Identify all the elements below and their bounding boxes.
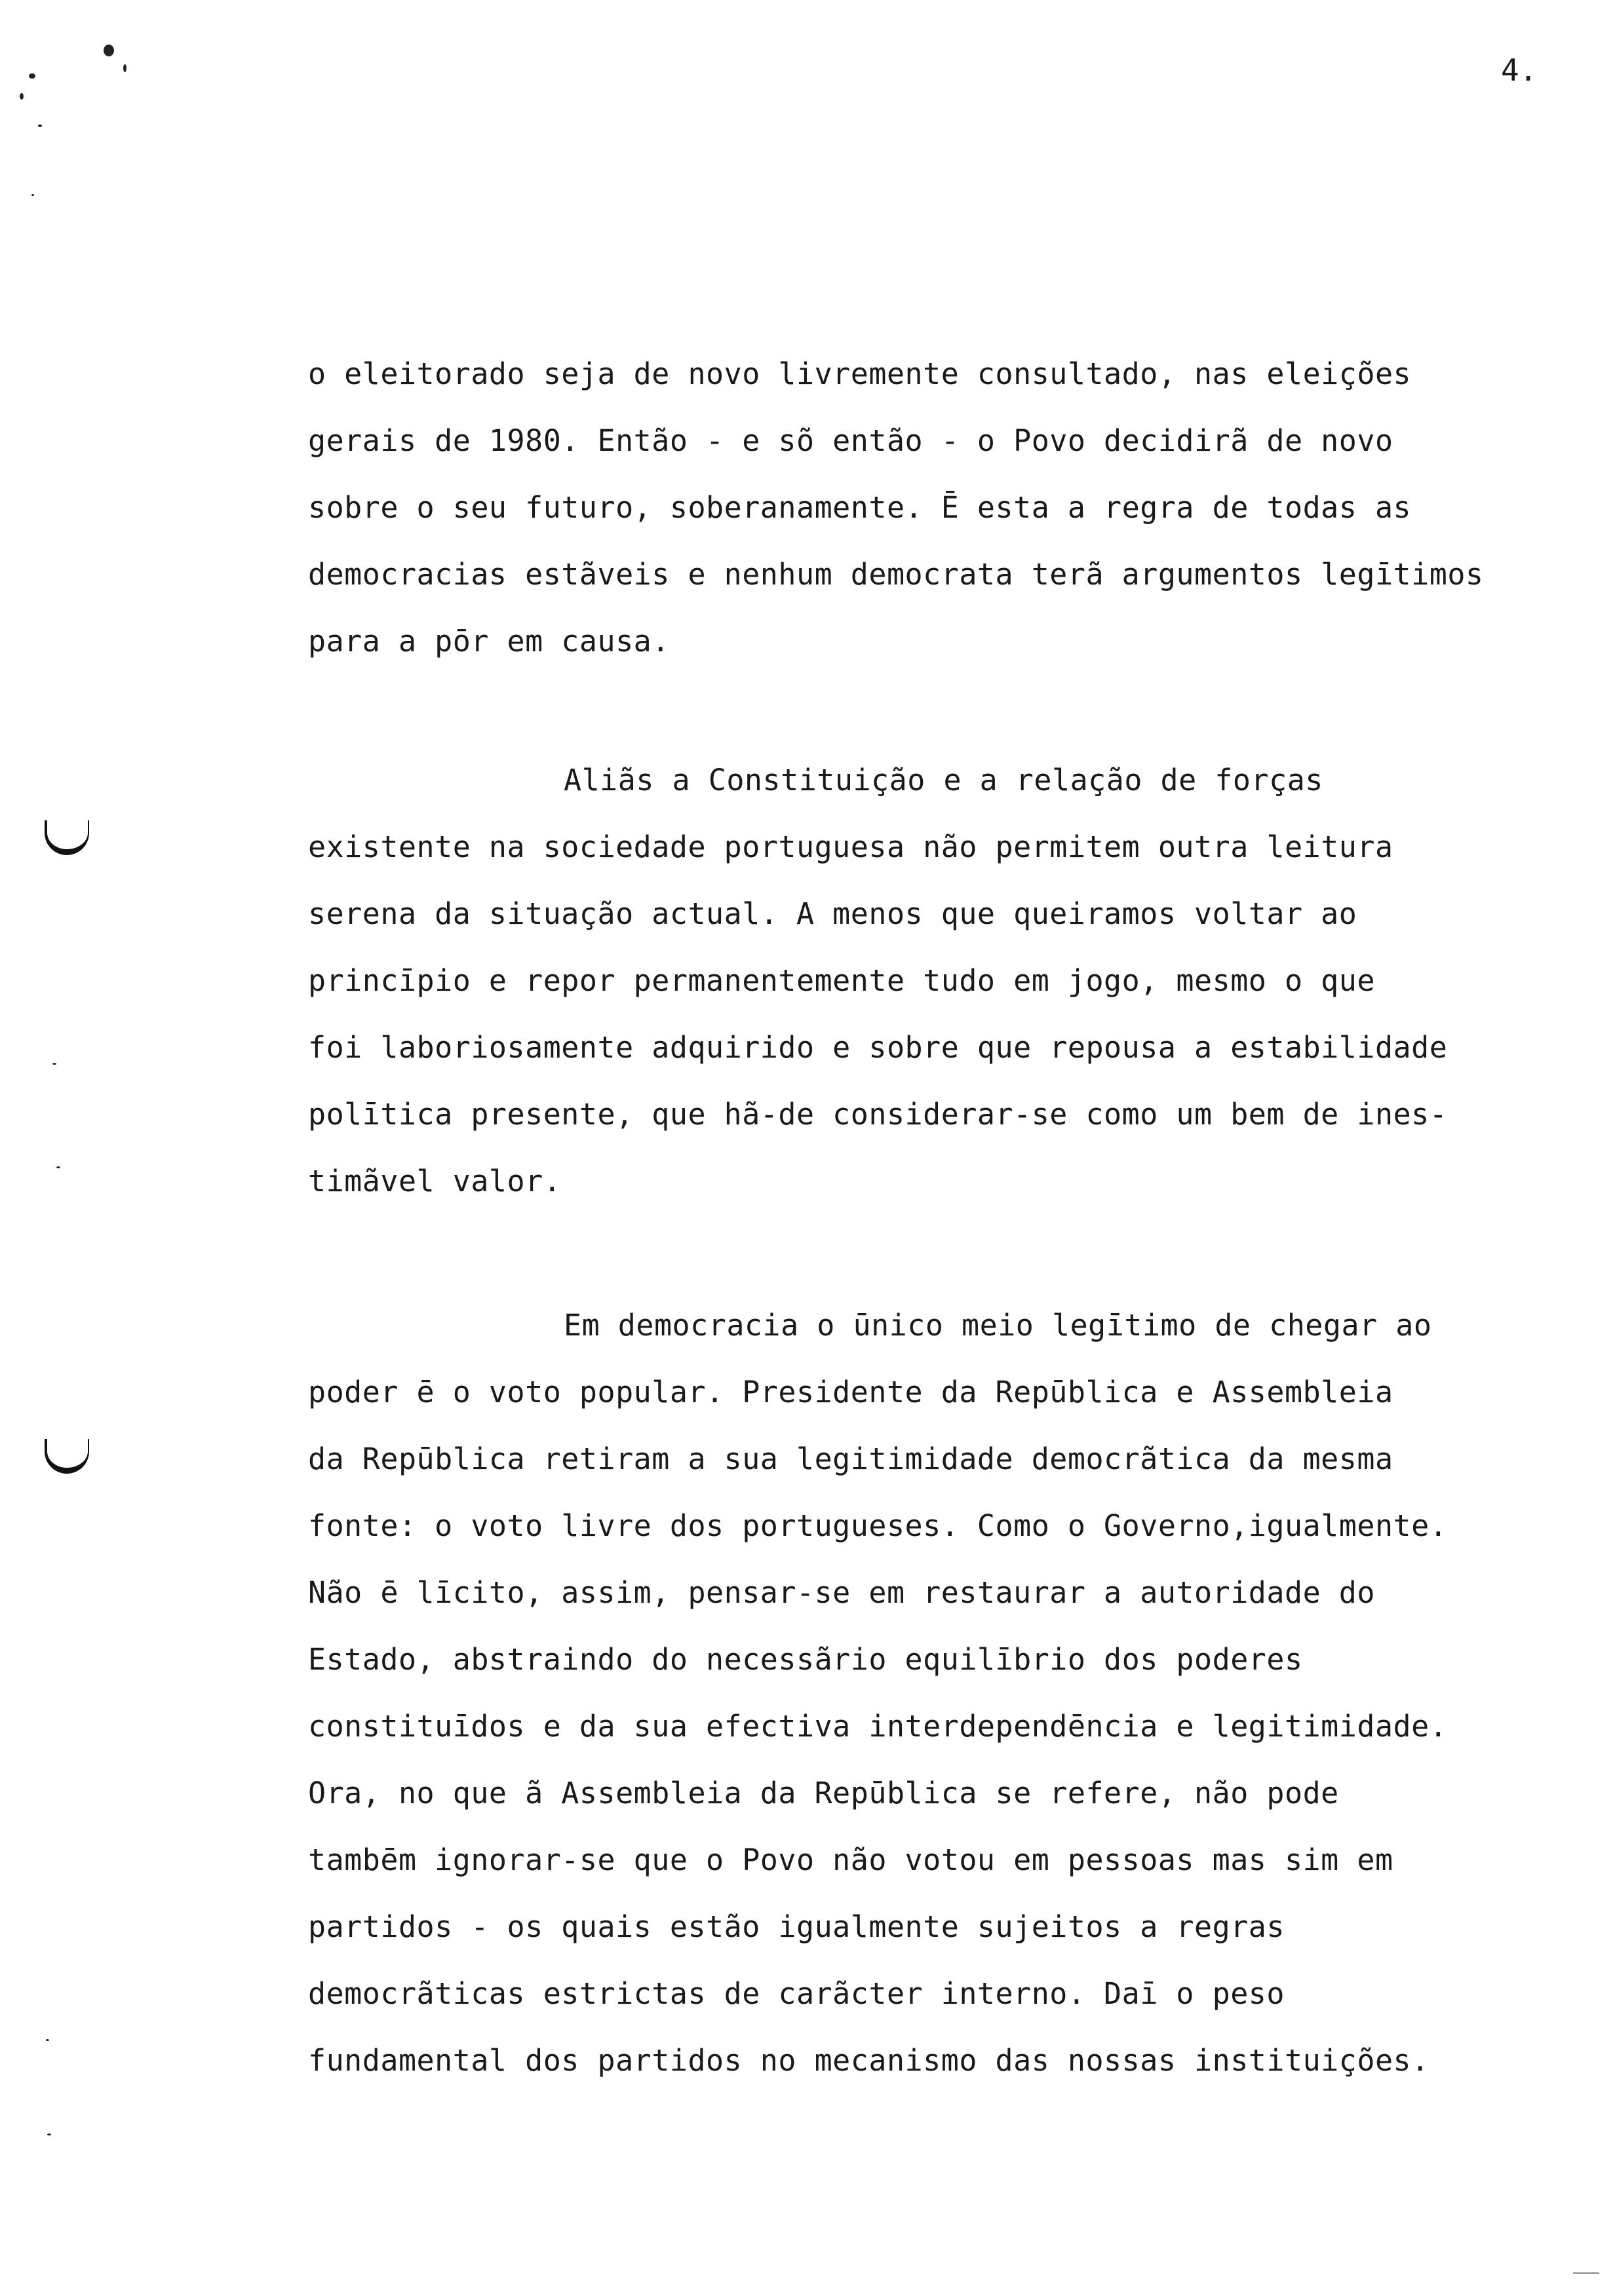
scan-speck bbox=[29, 73, 35, 79]
text-line: partidos - os quais estão igualmente sujeitos a regras bbox=[308, 1909, 1285, 1944]
text-line: fonte: o voto livre dos portugueses. Como o Governo,igualmente. bbox=[308, 1508, 1448, 1543]
punch-hole-mark bbox=[45, 820, 89, 855]
text-line: serena da situação actual. A menos que queiramos voltar ao bbox=[308, 896, 1357, 931]
paragraph-1 bbox=[308, 341, 1553, 675]
scan-speck bbox=[20, 93, 24, 100]
scan-speck bbox=[46, 2039, 49, 2041]
text-line: Não ē līcito, assim, pensar-se em restaurar a autoridade do bbox=[308, 1575, 1375, 1610]
text-line: gerais de 1980. Então - e sõ então - o Povo decidirã de novo bbox=[308, 423, 1393, 458]
text-line: Estado, abstraindo do necessãrio equilībrio dos poderes bbox=[308, 1642, 1303, 1677]
text-line: timãvel valor. bbox=[308, 1164, 562, 1198]
text-line: Ora, no que ã Assembleia da Repūblica se refere, não pode bbox=[308, 1776, 1339, 1810]
text-line: democrãticas estrictas de carãcter interno. Daī o peso bbox=[308, 1976, 1285, 2011]
text-line: princīpio e repor permanentemente tudo em jogo, mesmo o que bbox=[308, 963, 1375, 998]
page-number: 4. bbox=[1501, 52, 1538, 88]
text-line: constituīdos e da sua efectiva interdependēncia e legitimidade. bbox=[308, 1709, 1448, 1744]
text-line: o eleitorado seja de novo livremente consultado, nas eleições bbox=[308, 356, 1412, 391]
scan-speck bbox=[47, 2133, 51, 2135]
text-line: para a pōr em causa. bbox=[308, 624, 670, 659]
scan-speck bbox=[31, 194, 34, 196]
paragraph-3 bbox=[308, 1292, 1553, 2094]
scan-speck bbox=[123, 64, 126, 72]
text-line: existente na sociedade portuguesa não permitem outra leitura bbox=[308, 830, 1393, 864]
text-line: da Repūblica retiram a sua legitimidade democrãtica da mesma bbox=[308, 1442, 1393, 1476]
scan-speck bbox=[56, 1166, 60, 1168]
scan-speck bbox=[52, 1063, 56, 1065]
text-line: poder ē o voto popular. Presidente da Repūblica e Assembleia bbox=[308, 1375, 1393, 1409]
text-line: tambēm ignorar-se que o Povo não votou em pessoas mas sim em bbox=[308, 1843, 1393, 1877]
text-line: fundamental dos partidos no mecanismo das nossas instituições. bbox=[308, 2043, 1430, 2078]
text-line: democracias estãveis e nenhum democrata terã argumentos legītimos bbox=[308, 557, 1484, 592]
scan-speck bbox=[104, 45, 114, 56]
punch-hole-mark bbox=[45, 1439, 89, 1474]
text-line: polītica presente, que hã-de considerar-se como um bem de ines- bbox=[308, 1097, 1448, 1132]
text-line: Em democracia o ūnico meio legītimo de chegar ao bbox=[564, 1308, 1432, 1343]
scan-speck bbox=[1573, 2272, 1599, 2274]
text-line: sobre o seu futuro, soberanamente. Ē esta a regra de todas as bbox=[308, 490, 1412, 525]
scan-speck bbox=[38, 124, 42, 127]
text-line: foi laboriosamente adquirido e sobre que repousa a estabilidade bbox=[308, 1030, 1448, 1065]
paragraph-2 bbox=[308, 747, 1553, 1215]
text-line: Aliãs a Constituição e a relação de forças bbox=[564, 763, 1323, 797]
